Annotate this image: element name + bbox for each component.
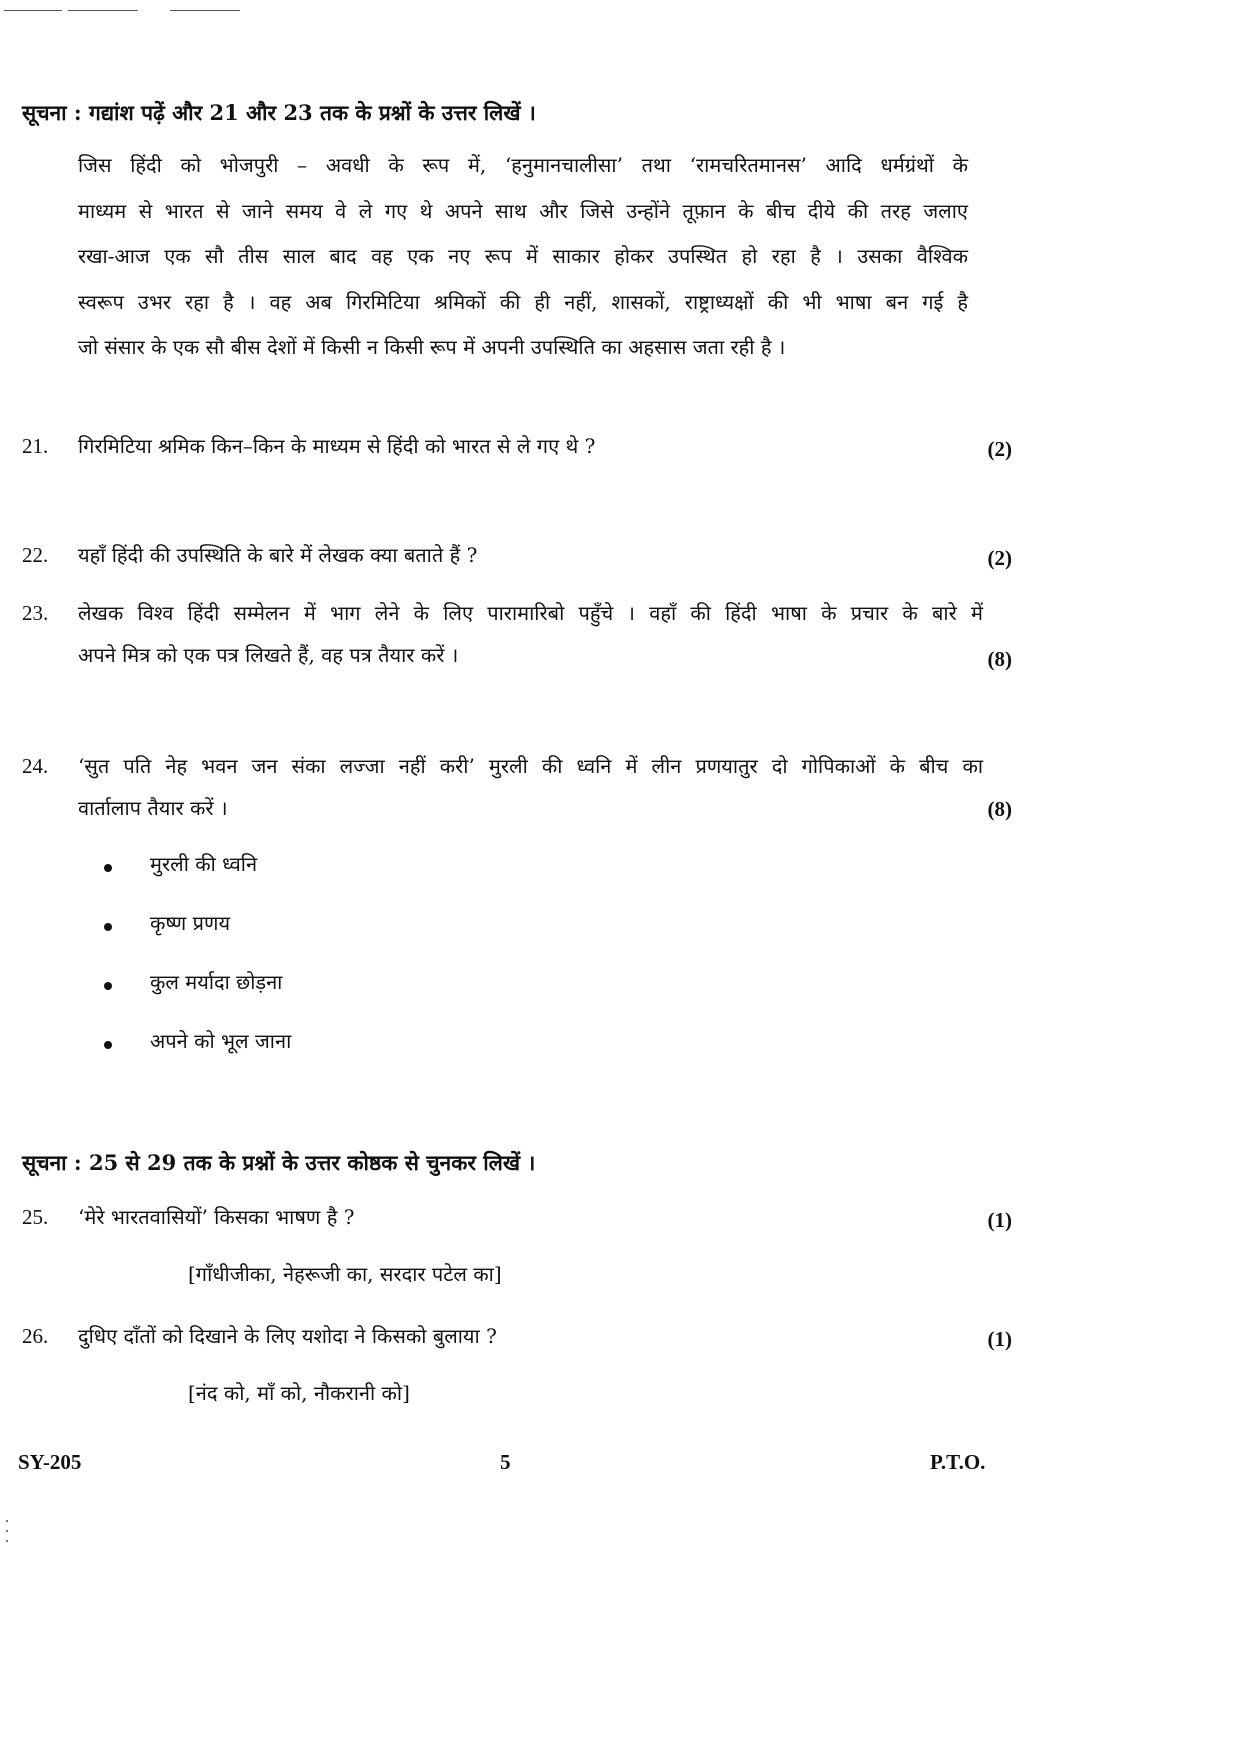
question-number: 23. bbox=[22, 601, 49, 625]
list-item bbox=[104, 850, 291, 909]
passage-line: स्वरूप उभर रहा है । वह अब गिरमिटिया श्रमिकों की ही नहीं, शासकों, राष्ट्राध्यक्षों की भी भाषा बन गई है bbox=[78, 289, 968, 314]
question-number: 21. bbox=[22, 434, 49, 458]
question-23 bbox=[22, 592, 1012, 676]
question-21 bbox=[22, 425, 1012, 467]
question-text: अपने मित्र को एक पत्र लिखते हैं, वह पत्र तैयार करें । bbox=[78, 643, 459, 667]
question-26 bbox=[22, 1315, 1012, 1357]
question-text: गिरमिटिया श्रमिक किन–किन के माध्यम से हिंदी को भारत से ले गए थे ? bbox=[78, 434, 596, 458]
question-marks: (8) bbox=[987, 647, 1012, 671]
question-marks: (2) bbox=[987, 437, 1012, 461]
passage-line: जिस हिंदी को भोजपुरी – अवधी के रूप में, ‘हनुमानचालीसा’ तथा ‘रामचरितमानस’ आदि धर्मग्रंथों के bbox=[78, 153, 968, 177]
point-text: मुरली की ध्वनि bbox=[150, 852, 258, 876]
point-text: कृष्ण प्रणय bbox=[150, 911, 231, 935]
question-number: 25. bbox=[22, 1205, 49, 1229]
scan-artifact-dot bbox=[6, 1530, 8, 1532]
question-text: लेखक विश्व हिंदी सम्मेलन में भाग लेने के लिए पारामारिबो पहुँचे । वहाँ की हिंदी भाषा के प्रचार के बारे में bbox=[78, 601, 983, 625]
bullet-icon bbox=[104, 864, 112, 872]
answer-options: [गाँधीजीका, नेहरूजी का, सरदार पटेल का] bbox=[188, 1262, 502, 1286]
scan-artifact-dot bbox=[6, 1520, 8, 1522]
question-text: ‘सुत पति नेह भवन जन संका लज्जा नहीं करी’ मुरली की ध्वनि में लीन प्रणयातुर दो गोपिकाओं के बीच का bbox=[78, 754, 983, 778]
question-marks: (1) bbox=[987, 1208, 1012, 1232]
scan-artifact-line bbox=[68, 10, 138, 11]
question-marks: (8) bbox=[987, 797, 1012, 821]
point-text: अपने को भूल जाना bbox=[150, 1029, 292, 1053]
scan-artifact-line bbox=[170, 10, 240, 11]
discussion-points bbox=[104, 850, 291, 1086]
question-25 bbox=[22, 1196, 1012, 1238]
page-number: 5 bbox=[500, 1450, 511, 1474]
passage-instruction: सूचना : गद्यांश पढ़ें और 21 और 23 तक के प्रश्नों के उत्तर लिखें । bbox=[22, 100, 536, 125]
question-number: 24. bbox=[22, 754, 49, 778]
passage bbox=[78, 150, 968, 378]
scan-artifact-line bbox=[4, 10, 62, 11]
pto-label: P.T.O. bbox=[930, 1450, 986, 1474]
list-item bbox=[104, 968, 291, 1027]
passage-line: जो संसार के एक सौ बीस देशों में किसी न किसी रूप में अपनी उपस्थिति का अहसास जता रही है । bbox=[78, 335, 786, 359]
question-text: यहाँ हिंदी की उपस्थिति के बारे में लेखक क्या बताते हैं ? bbox=[78, 543, 478, 567]
scan-artifact-dot bbox=[6, 1540, 8, 1542]
point-text: कुल मर्यादा छोड़ना bbox=[150, 970, 283, 994]
question-marks: (2) bbox=[987, 546, 1012, 570]
bullet-icon bbox=[104, 982, 112, 990]
bullet-icon bbox=[104, 923, 112, 931]
bullet-icon bbox=[104, 1041, 112, 1049]
passage-line: रखा-आज एक सौ तीस साल बाद वह एक नए रूप में साकार होकर उपस्थित हो रहा है । उसका वैश्विक bbox=[78, 244, 968, 268]
list-item bbox=[104, 909, 291, 968]
question-22 bbox=[22, 534, 1012, 576]
list-item bbox=[104, 1027, 291, 1086]
answer-options: [नंद को, माँ को, नौकरानी को] bbox=[188, 1381, 410, 1405]
question-number: 26. bbox=[22, 1324, 49, 1348]
passage-line: माध्यम से भारत से जाने समय वे ले गए थे अपने साथ और जिसे उन्होंने तूफ़ान के बीच दीये की तरह जलाए bbox=[78, 198, 968, 223]
question-marks: (1) bbox=[987, 1327, 1012, 1351]
question-number: 22. bbox=[22, 543, 49, 567]
question-24 bbox=[22, 745, 1012, 829]
paper-code: SY-205 bbox=[18, 1450, 82, 1474]
choice-instruction: सूचना : 25 से 29 तक के प्रश्नों के उत्तर कोष्ठक से चुनकर लिखें । bbox=[22, 1150, 536, 1175]
question-text: ‘मेरे भारतवासियों’ किसका भाषण है ? bbox=[78, 1205, 355, 1229]
question-text: दुधिए दाँतों को दिखाने के लिए यशोदा ने किसको बुलाया ? bbox=[78, 1324, 497, 1348]
question-text: वार्तालाप तैयार करें । bbox=[78, 796, 228, 820]
